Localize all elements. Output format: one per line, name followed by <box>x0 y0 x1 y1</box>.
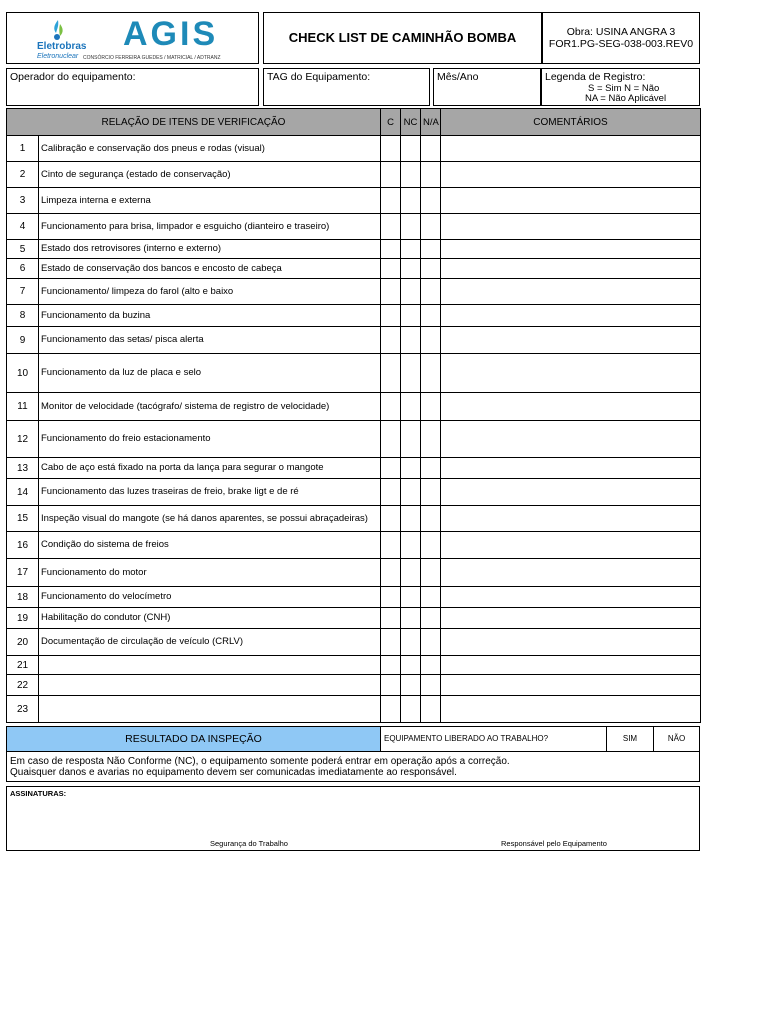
equipment-responsible-signature-label[interactable]: Responsável pelo Equipamento <box>501 839 607 848</box>
nc-checkbox-cell[interactable] <box>401 559 421 587</box>
na-checkbox-cell[interactable] <box>421 559 441 587</box>
agis-logo: AGIS <box>123 15 219 53</box>
nc-checkbox-cell[interactable] <box>401 608 421 629</box>
operador-label: Operador do equipamento: <box>10 71 136 83</box>
c-checkbox-cell[interactable] <box>381 327 401 354</box>
c-checkbox-cell[interactable] <box>381 188 401 214</box>
nc-checkbox-cell[interactable] <box>401 305 421 327</box>
row-description: Funcionamento da luz de placa e selo <box>39 354 381 393</box>
title-box <box>263 12 542 64</box>
row-description: Cinto de segurança (estado de conservação) <box>39 162 381 188</box>
na-checkbox-cell[interactable] <box>421 136 441 162</box>
row-number: 20 <box>7 629 39 656</box>
table-row <box>7 327 701 354</box>
comment-cell[interactable] <box>441 214 701 240</box>
c-checkbox-cell[interactable] <box>381 458 401 479</box>
consortium-text: CONSÓRCIO FERREIRA GUEDES / MATRICIAL / ADTRANZ <box>83 55 221 61</box>
na-checkbox-cell[interactable] <box>421 279 441 305</box>
obra-label: Obra: USINA ANGRA 3 <box>566 26 676 38</box>
row-number: 19 <box>7 608 39 629</box>
nc-checkbox-cell[interactable] <box>401 587 421 608</box>
table-row <box>7 675 701 696</box>
c-checkbox-cell[interactable] <box>381 305 401 327</box>
sim-option[interactable] <box>606 726 654 752</box>
nao-label: NÃO <box>667 734 686 743</box>
nc-checkbox-cell[interactable] <box>401 532 421 559</box>
note-line-2: Quaisquer danos e avarias no equipamento devem ser comunicadas imediatamente ao responsável. <box>10 767 457 778</box>
eletrobras-logo-icon <box>47 19 69 41</box>
comment-cell[interactable] <box>441 458 701 479</box>
table-row <box>7 587 701 608</box>
release-question: EQUIPAMENTO LIBERADO AO TRABALHO? <box>384 734 549 743</box>
row-description: Estado dos retrovisores (interno e externo) <box>39 240 381 259</box>
c-checkbox-cell[interactable] <box>381 559 401 587</box>
row-number: 2 <box>7 162 39 188</box>
document-code: FOR1.PG-SEG-038-003.REV0 <box>548 38 694 50</box>
na-checkbox-cell[interactable] <box>421 696 441 723</box>
col-c-header: C <box>381 109 401 136</box>
row-description <box>39 696 381 723</box>
na-checkbox-cell[interactable] <box>421 532 441 559</box>
c-checkbox-cell[interactable] <box>381 354 401 393</box>
nc-checkbox-cell[interactable] <box>401 162 421 188</box>
table-row <box>7 240 701 259</box>
na-checkbox-cell[interactable] <box>421 354 441 393</box>
comment-cell[interactable] <box>441 629 701 656</box>
na-checkbox-cell[interactable] <box>421 675 441 696</box>
tag-field[interactable] <box>263 68 430 106</box>
na-checkbox-cell[interactable] <box>421 259 441 279</box>
table-row <box>7 608 701 629</box>
na-checkbox-cell[interactable] <box>421 327 441 354</box>
comment-cell[interactable] <box>441 506 701 532</box>
nc-checkbox-cell[interactable] <box>401 393 421 421</box>
legend-title: Legenda de Registro: <box>545 71 646 83</box>
mes-ano-field[interactable] <box>433 68 541 106</box>
row-number: 6 <box>7 259 39 279</box>
row-number: 10 <box>7 354 39 393</box>
c-checkbox-cell[interactable] <box>381 214 401 240</box>
na-checkbox-cell[interactable] <box>421 656 441 675</box>
c-checkbox-cell[interactable] <box>381 629 401 656</box>
table-row <box>7 279 701 305</box>
table-row <box>7 188 701 214</box>
result-label: RESULTADO DA INSPEÇÃO <box>125 733 262 745</box>
comment-cell[interactable] <box>441 136 701 162</box>
comment-cell[interactable] <box>441 559 701 587</box>
nc-checkbox-cell[interactable] <box>401 327 421 354</box>
table-row <box>7 305 701 327</box>
comment-cell[interactable] <box>441 587 701 608</box>
row-number: 8 <box>7 305 39 327</box>
signatures-label: ASSINATURAS: <box>10 789 67 798</box>
row-description: Estado de conservação dos bancos e encosto de cabeça <box>39 259 381 279</box>
notes-box <box>6 751 700 782</box>
table-header-row <box>7 109 701 136</box>
nc-checkbox-cell[interactable] <box>401 188 421 214</box>
row-number: 17 <box>7 559 39 587</box>
row-number: 18 <box>7 587 39 608</box>
na-checkbox-cell[interactable] <box>421 421 441 458</box>
legend-line-2: NA = Não Aplicável <box>585 93 667 104</box>
c-checkbox-cell[interactable] <box>381 656 401 675</box>
na-checkbox-cell[interactable] <box>421 188 441 214</box>
na-checkbox-cell[interactable] <box>421 587 441 608</box>
comment-cell[interactable] <box>441 656 701 675</box>
row-description: Funcionamento das setas/ pisca alerta <box>39 327 381 354</box>
legend-box <box>541 68 700 106</box>
nc-checkbox-cell[interactable] <box>401 458 421 479</box>
row-description: Funcionamento do motor <box>39 559 381 587</box>
nc-checkbox-cell[interactable] <box>401 696 421 723</box>
row-number: 23 <box>7 696 39 723</box>
c-checkbox-cell[interactable] <box>381 421 401 458</box>
c-checkbox-cell[interactable] <box>381 532 401 559</box>
mes-ano-label: Mês/Ano <box>437 71 479 83</box>
comment-cell[interactable] <box>441 162 701 188</box>
na-checkbox-cell[interactable] <box>421 506 441 532</box>
row-description: Limpeza interna e externa <box>39 188 381 214</box>
row-number: 1 <box>7 136 39 162</box>
c-checkbox-cell[interactable] <box>381 479 401 506</box>
nc-checkbox-cell[interactable] <box>401 506 421 532</box>
c-checkbox-cell[interactable] <box>381 393 401 421</box>
table-row <box>7 136 701 162</box>
c-checkbox-cell[interactable] <box>381 675 401 696</box>
table-row <box>7 696 701 723</box>
c-checkbox-cell[interactable] <box>381 696 401 723</box>
comment-cell[interactable] <box>441 421 701 458</box>
page-title: CHECK LIST DE CAMINHÃO BOMBA <box>288 30 517 45</box>
na-checkbox-cell[interactable] <box>421 162 441 188</box>
row-number: 14 <box>7 479 39 506</box>
row-number: 7 <box>7 279 39 305</box>
comment-cell[interactable] <box>441 479 701 506</box>
na-checkbox-cell[interactable] <box>421 629 441 656</box>
table-row <box>7 421 701 458</box>
table-row <box>7 162 701 188</box>
na-checkbox-cell[interactable] <box>421 214 441 240</box>
comment-cell[interactable] <box>441 532 701 559</box>
comment-cell[interactable] <box>441 240 701 259</box>
nc-checkbox-cell[interactable] <box>401 240 421 259</box>
na-checkbox-cell[interactable] <box>421 305 441 327</box>
c-checkbox-cell[interactable] <box>381 162 401 188</box>
row-description: Condição do sistema de freios <box>39 532 381 559</box>
table-row <box>7 214 701 240</box>
c-checkbox-cell[interactable] <box>381 240 401 259</box>
table-row <box>7 656 701 675</box>
comment-cell[interactable] <box>441 259 701 279</box>
comment-cell[interactable] <box>441 393 701 421</box>
table-row <box>7 629 701 656</box>
table-row <box>7 479 701 506</box>
note-line-1: Em caso de resposta Não Conforme (NC), o equipamento somente poderá entrar em operação após a correção. <box>10 756 510 767</box>
tag-label: TAG do Equipamento: <box>267 71 371 83</box>
table-row <box>7 354 701 393</box>
row-description <box>39 675 381 696</box>
row-description: Documentação de circulação de veículo (CRLV) <box>39 629 381 656</box>
row-number: 11 <box>7 393 39 421</box>
sim-label: SIM <box>622 734 638 743</box>
row-description: Habilitação do condutor (CNH) <box>39 608 381 629</box>
row-number: 5 <box>7 240 39 259</box>
result-label-cell <box>6 726 381 752</box>
row-description: Funcionamento das luzes traseiras de freio, brake ligt e de ré <box>39 479 381 506</box>
nao-option[interactable] <box>653 726 700 752</box>
comment-cell[interactable] <box>441 327 701 354</box>
nc-checkbox-cell[interactable] <box>401 656 421 675</box>
table-row <box>7 259 701 279</box>
c-checkbox-cell[interactable] <box>381 136 401 162</box>
row-description: Funcionamento para brisa, limpador e esguicho (dianteiro e traseiro) <box>39 214 381 240</box>
comment-cell[interactable] <box>441 188 701 214</box>
col-na-header: N/A <box>421 109 441 136</box>
na-checkbox-cell[interactable] <box>421 458 441 479</box>
eletrobras-wordmark: Eletrobras <box>37 41 87 52</box>
safety-signature-label[interactable]: Segurança do Trabalho <box>210 839 288 848</box>
row-description <box>39 656 381 675</box>
comment-cell[interactable] <box>441 354 701 393</box>
nc-checkbox-cell[interactable] <box>401 479 421 506</box>
na-checkbox-cell[interactable] <box>421 393 441 421</box>
checklist-table <box>6 108 701 723</box>
legend-line-1: S = Sim N = Não <box>588 83 660 94</box>
row-description: Funcionamento do velocímetro <box>39 587 381 608</box>
col-items-header: RELAÇÃO DE ITENS DE VERIFICAÇÃO <box>7 109 381 136</box>
row-number: 12 <box>7 421 39 458</box>
nc-checkbox-cell[interactable] <box>401 214 421 240</box>
row-number: 9 <box>7 327 39 354</box>
row-number: 21 <box>7 656 39 675</box>
eletronuclear-wordmark: Eletronuclear <box>37 53 79 60</box>
c-checkbox-cell[interactable] <box>381 259 401 279</box>
comment-cell[interactable] <box>441 675 701 696</box>
row-description: Funcionamento/ limpeza do farol (alto e baixo <box>39 279 381 305</box>
row-number: 4 <box>7 214 39 240</box>
comment-cell[interactable] <box>441 279 701 305</box>
row-description: Cabo de aço está fixado na porta da lança para segurar o mangote <box>39 458 381 479</box>
row-number: 16 <box>7 532 39 559</box>
row-number: 15 <box>7 506 39 532</box>
nc-checkbox-cell[interactable] <box>401 259 421 279</box>
row-number: 22 <box>7 675 39 696</box>
logo-box <box>6 12 259 64</box>
signatures-box <box>6 786 700 851</box>
row-description: Calibração e conservação dos pneus e rodas (visual) <box>39 136 381 162</box>
operador-field[interactable] <box>6 68 259 106</box>
comment-cell[interactable] <box>441 305 701 327</box>
nc-checkbox-cell[interactable] <box>401 354 421 393</box>
nc-checkbox-cell[interactable] <box>401 421 421 458</box>
nc-checkbox-cell[interactable] <box>401 675 421 696</box>
c-checkbox-cell[interactable] <box>381 608 401 629</box>
table-row <box>7 506 701 532</box>
row-number: 3 <box>7 188 39 214</box>
c-checkbox-cell[interactable] <box>381 587 401 608</box>
table-row <box>7 532 701 559</box>
table-row <box>7 559 701 587</box>
release-question-cell <box>380 726 607 752</box>
row-description: Funcionamento do freio estacionamento <box>39 421 381 458</box>
table-row <box>7 458 701 479</box>
nc-checkbox-cell[interactable] <box>401 279 421 305</box>
nc-checkbox-cell[interactable] <box>401 629 421 656</box>
obra-box <box>542 12 700 64</box>
c-checkbox-cell[interactable] <box>381 506 401 532</box>
row-description: Funcionamento da buzina <box>39 305 381 327</box>
na-checkbox-cell[interactable] <box>421 240 441 259</box>
comment-cell[interactable] <box>441 608 701 629</box>
col-comments-header: COMENTÁRIOS <box>441 109 701 136</box>
row-description: Inspeção visual do mangote (se há danos aparentes, se possui abraçadeiras) <box>39 506 381 532</box>
row-number: 13 <box>7 458 39 479</box>
nc-checkbox-cell[interactable] <box>401 136 421 162</box>
table-row <box>7 393 701 421</box>
row-description: Monitor de velocidade (tacógrafo/ sistema de registro de velocidade) <box>39 393 381 421</box>
comment-cell[interactable] <box>441 696 701 723</box>
c-checkbox-cell[interactable] <box>381 279 401 305</box>
na-checkbox-cell[interactable] <box>421 479 441 506</box>
col-nc-header: NC <box>401 109 421 136</box>
na-checkbox-cell[interactable] <box>421 608 441 629</box>
